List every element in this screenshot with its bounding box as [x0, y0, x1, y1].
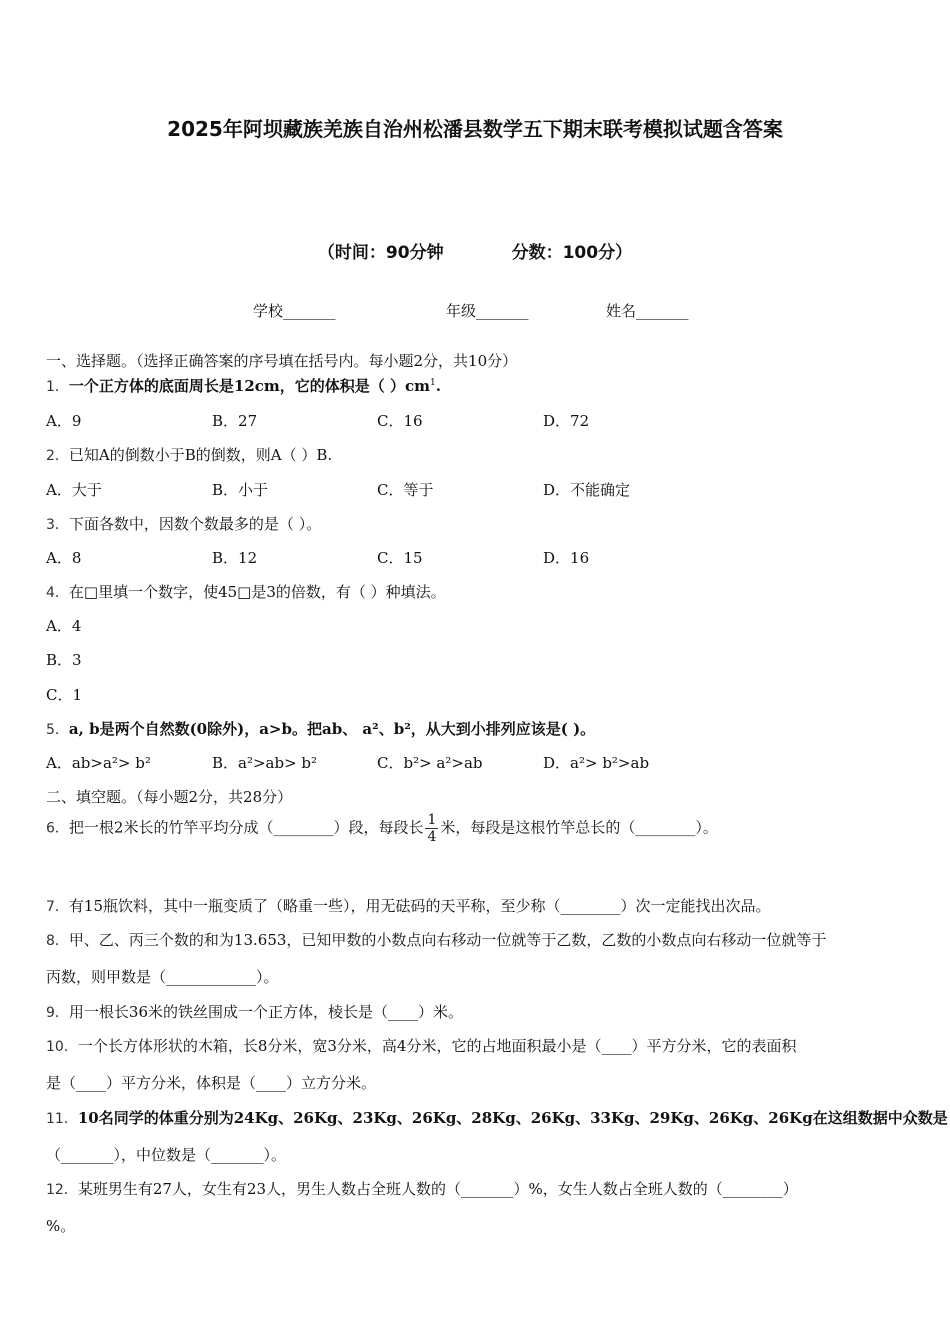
section-2-heading: 二、填空题。（每小题2分，共28分）	[46, 788, 293, 806]
question-text: 下面各数中，因数个数最多的是（ ）。	[68, 515, 322, 533]
q5-option-b: B．a²>ab> b²	[212, 754, 318, 772]
q1-option-a: A．9	[46, 412, 82, 430]
question-number: 6．	[46, 820, 69, 837]
question-11-cont: （_______），中位数是（_______）。	[46, 1146, 287, 1164]
question-number: 1．	[46, 379, 69, 395]
question-12-cont: %。	[46, 1217, 76, 1235]
q3-option-b: B．12	[212, 549, 258, 567]
question-11	[46, 1107, 948, 1128]
exam-meta	[0, 238, 950, 263]
section-1-heading: 一、选择题。（选择正确答案的序号填在括号内。每小题2分，共10分）	[46, 352, 518, 370]
question-text: 有15瓶饮料，其中一瓶变质了（略重一些），用无砝码的天平称，至少称（________）次一定能找出次品。	[68, 897, 771, 915]
question-number: 11．	[46, 1111, 78, 1127]
question-end: .	[435, 377, 441, 395]
q5-option-d: D．a²> b²>ab	[543, 754, 650, 772]
q3-option-d: D．16	[543, 549, 590, 567]
question-1	[46, 375, 441, 396]
time-label: （时间：90分钟	[317, 243, 444, 263]
question-number: 10．	[46, 1039, 78, 1055]
question-text-pre: 把一根2米长的竹竿平均分成（________）段，每段长	[68, 818, 424, 837]
question-8	[46, 929, 826, 950]
q4-option-b: B．3	[46, 651, 82, 669]
q1-option-b: B．27	[212, 412, 258, 430]
q2-option-a: A．大于	[46, 481, 102, 499]
question-6	[46, 812, 718, 845]
question-10	[46, 1035, 796, 1056]
q3-option-c: C．15	[377, 549, 423, 567]
q5-option-c: C．b²> a²>ab	[377, 754, 483, 772]
question-text-post: 米，每段是这根竹竿总长的（________）。	[440, 818, 718, 837]
q4-option-c: C．1	[46, 686, 83, 704]
q5-option-a: A．ab>a²> b²	[46, 754, 151, 772]
q3-option-a: A．8	[46, 549, 82, 567]
question-text: 10名同学的体重分别为24Kg、26Kg、23Kg、26Kg、28Kg、26Kg、33Kg、29Kg、26Kg、26Kg在这组数据中众数是	[77, 1109, 948, 1127]
name-field: 姓名_______	[606, 302, 689, 320]
q4-option-a: A．4	[46, 617, 82, 635]
question-number: 12．	[46, 1182, 78, 1198]
q2-option-b: B．小于	[212, 481, 269, 499]
question-number: 8．	[46, 933, 69, 949]
fraction-numerator: 1	[427, 812, 437, 828]
question-10-cont: 是（____）平方分米，体积是（____）立方分米。	[46, 1074, 377, 1092]
question-7	[46, 895, 771, 916]
question-number: 5．	[46, 722, 69, 738]
exam-title: 2025年阿坝藏族羌族自治州松潘县数学五下期末联考模拟试题含答案	[167, 117, 783, 141]
question-number: 9．	[46, 1005, 69, 1021]
question-12	[46, 1178, 798, 1199]
question-text: 甲、乙、丙三个数的和为13.653，已知甲数的小数点向右移动一位就等于乙数，乙数的小数点向右移动一位就等于	[68, 931, 827, 949]
q1-option-d: D．72	[543, 412, 590, 430]
question-4	[46, 581, 446, 602]
question-5	[46, 718, 595, 739]
question-text: 某班男生有27人，女生有23人，男生人数占全班人数的（_______）%，女生人数占全班人数的（________）	[77, 1180, 798, 1198]
q2-option-d: D．不能确定	[543, 481, 631, 499]
question-3	[46, 513, 321, 534]
school-field: 学校_______	[253, 302, 336, 320]
question-number: 7．	[46, 899, 69, 915]
question-2	[46, 444, 332, 465]
question-text: a, b是两个自然数(0除外)，a>b。把ab、 a²、b²，从大到小排列应该是( )。	[68, 720, 596, 738]
question-number: 3．	[46, 517, 69, 533]
question-text: 一个正方体的底面周长是12cm，它的体积是（ ）cm	[68, 377, 431, 395]
question-9	[46, 1001, 463, 1022]
superscript: 1	[430, 378, 436, 388]
question-text: 用一根长36米的铁丝围成一个正方体，棱长是（____）米。	[68, 1003, 464, 1021]
question-number: 4．	[46, 585, 69, 601]
question-text: 在□里填一个数字，使45□是3的倍数，有（ ）种填法。	[68, 583, 446, 601]
fraction	[425, 812, 438, 845]
q1-option-c: C．16	[377, 412, 423, 430]
question-8-cont: 丙数，则甲数是（____________）。	[46, 968, 279, 986]
score-label: 分数：100分）	[511, 243, 633, 263]
fraction-denominator: 4	[427, 829, 437, 845]
q2-option-c: C．等于	[377, 481, 434, 499]
question-number: 2．	[46, 448, 69, 464]
question-text: 已知A的倒数小于B的倒数，则A（ ）B.	[68, 446, 333, 464]
grade-field: 年级_______	[446, 302, 529, 320]
question-text: 一个长方体形状的木箱，长8分米，宽3分米，高4分米，它的占地面积最小是（____）平方分米，它的表面积	[77, 1037, 797, 1055]
